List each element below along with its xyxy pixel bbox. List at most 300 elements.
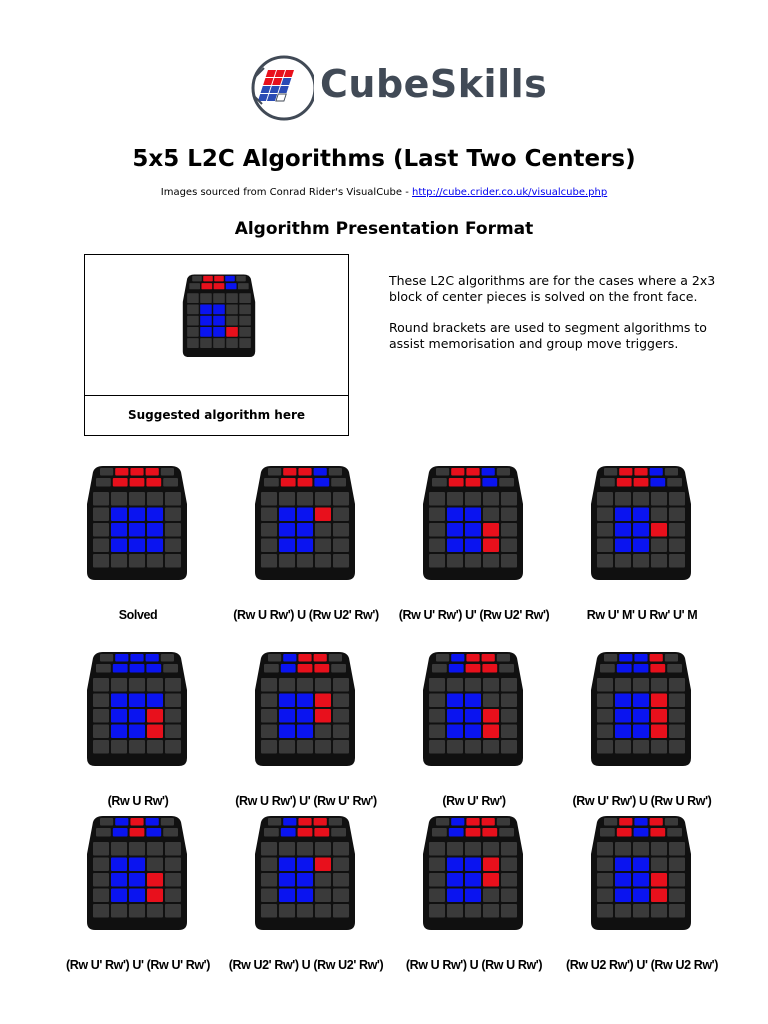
top-sticker xyxy=(466,468,479,476)
front-sticker xyxy=(447,873,463,887)
top-sticker xyxy=(466,664,481,673)
front-sticker xyxy=(297,554,313,568)
front-sticker xyxy=(129,873,145,887)
top-sticker xyxy=(96,828,111,837)
top-sticker xyxy=(482,654,495,662)
case-algorithm-label: (Rw U Rw') xyxy=(107,794,169,808)
front-sticker xyxy=(93,678,109,692)
front-sticker xyxy=(501,492,517,506)
top-sticker xyxy=(329,468,342,476)
front-sticker xyxy=(429,889,445,903)
top-sticker xyxy=(115,818,128,826)
top-sticker xyxy=(115,468,128,476)
front-sticker xyxy=(447,904,463,918)
front-sticker xyxy=(465,709,481,723)
front-sticker xyxy=(239,305,251,315)
front-sticker xyxy=(651,523,667,537)
front-sticker xyxy=(147,858,163,872)
front-sticker xyxy=(465,694,481,708)
front-sticker xyxy=(333,709,349,723)
top-sticker xyxy=(482,468,495,476)
front-sticker xyxy=(501,873,517,887)
visualcube-link[interactable]: http://cube.crider.co.uk/visualcube.php xyxy=(411,187,608,198)
front-sticker xyxy=(597,740,613,754)
case-cube-image xyxy=(247,650,363,770)
front-sticker xyxy=(447,740,463,754)
format-caption: Suggested algorithm here xyxy=(127,408,306,422)
front-sticker xyxy=(447,678,463,692)
front-sticker xyxy=(651,858,667,872)
front-sticker xyxy=(93,508,109,522)
front-sticker xyxy=(261,694,277,708)
case-algorithm-label: (Rw U' Rw') U' (Rw U' Rw') xyxy=(65,958,211,972)
top-sticker xyxy=(436,654,449,662)
top-sticker xyxy=(329,654,342,662)
top-sticker xyxy=(130,818,143,826)
front-sticker xyxy=(315,740,331,754)
front-sticker xyxy=(615,858,631,872)
front-sticker xyxy=(93,709,109,723)
front-sticker xyxy=(651,678,667,692)
case-cube-image xyxy=(415,650,531,770)
front-sticker xyxy=(147,709,163,723)
front-sticker xyxy=(633,508,649,522)
front-sticker xyxy=(651,740,667,754)
top-sticker xyxy=(281,828,296,837)
top-sticker xyxy=(634,664,649,673)
front-sticker xyxy=(615,523,631,537)
case-algorithm-label: (Rw U Rw') U (Rw U Rw') xyxy=(405,958,543,972)
top-sticker xyxy=(298,818,311,826)
logo-text: CubeSkills xyxy=(320,62,548,106)
front-sticker xyxy=(129,725,145,739)
front-sticker xyxy=(226,338,238,348)
front-sticker xyxy=(333,858,349,872)
front-sticker xyxy=(239,327,251,337)
top-sticker xyxy=(113,478,128,487)
front-sticker xyxy=(147,842,163,856)
case-algorithm-label: (Rw U Rw') U (Rw U2' Rw') xyxy=(233,608,379,622)
top-sticker xyxy=(436,468,449,476)
top-sticker xyxy=(449,828,464,837)
front-sticker xyxy=(129,508,145,522)
front-sticker xyxy=(93,889,109,903)
case-cube-image xyxy=(583,814,699,934)
top-sticker xyxy=(600,828,615,837)
front-sticker xyxy=(226,293,238,303)
front-sticker xyxy=(147,873,163,887)
top-sticker xyxy=(650,664,665,673)
front-sticker xyxy=(111,740,127,754)
top-sticker xyxy=(314,818,327,826)
front-sticker xyxy=(165,873,181,887)
top-sticker xyxy=(130,654,143,662)
front-sticker xyxy=(187,305,199,315)
top-sticker xyxy=(146,828,161,837)
front-sticker xyxy=(597,508,613,522)
front-sticker xyxy=(93,523,109,537)
front-sticker xyxy=(165,858,181,872)
top-sticker xyxy=(115,654,128,662)
format-description xyxy=(389,273,719,367)
front-sticker xyxy=(279,842,295,856)
front-sticker xyxy=(429,678,445,692)
top-sticker xyxy=(604,468,617,476)
top-sticker xyxy=(650,828,665,837)
front-sticker xyxy=(633,842,649,856)
front-sticker xyxy=(501,539,517,553)
front-sticker xyxy=(501,858,517,872)
front-sticker xyxy=(333,889,349,903)
front-sticker xyxy=(483,492,499,506)
front-sticker xyxy=(333,523,349,537)
front-sticker xyxy=(483,709,499,723)
front-sticker xyxy=(447,492,463,506)
front-sticker xyxy=(633,678,649,692)
top-sticker xyxy=(283,654,296,662)
front-sticker xyxy=(297,709,313,723)
top-sticker xyxy=(451,818,464,826)
front-sticker xyxy=(615,678,631,692)
top-sticker xyxy=(268,654,281,662)
top-sticker xyxy=(161,654,174,662)
top-sticker xyxy=(298,654,311,662)
front-sticker xyxy=(429,539,445,553)
front-sticker xyxy=(429,523,445,537)
front-sticker xyxy=(111,694,127,708)
top-sticker xyxy=(665,654,678,662)
front-sticker xyxy=(111,492,127,506)
front-sticker xyxy=(429,740,445,754)
front-sticker xyxy=(597,492,613,506)
front-sticker xyxy=(147,508,163,522)
top-sticker xyxy=(268,818,281,826)
front-sticker xyxy=(465,554,481,568)
front-sticker xyxy=(111,889,127,903)
front-sticker xyxy=(633,554,649,568)
top-sticker xyxy=(650,478,665,487)
front-sticker xyxy=(111,873,127,887)
front-sticker xyxy=(200,327,212,337)
front-sticker xyxy=(279,694,295,708)
top-sticker xyxy=(130,478,145,487)
top-sticker xyxy=(482,828,497,837)
front-sticker xyxy=(213,327,225,337)
top-sticker xyxy=(432,828,447,837)
front-sticker xyxy=(429,508,445,522)
front-sticker xyxy=(333,508,349,522)
front-sticker xyxy=(279,508,295,522)
front-sticker xyxy=(483,554,499,568)
front-sticker xyxy=(279,873,295,887)
top-sticker xyxy=(499,664,514,673)
top-sticker xyxy=(497,654,510,662)
top-sticker xyxy=(314,468,327,476)
front-sticker xyxy=(651,709,667,723)
top-sticker xyxy=(482,478,497,487)
front-sticker xyxy=(501,554,517,568)
front-sticker xyxy=(669,539,685,553)
front-sticker xyxy=(615,539,631,553)
front-sticker xyxy=(333,554,349,568)
front-sticker xyxy=(315,725,331,739)
front-sticker xyxy=(597,873,613,887)
front-sticker xyxy=(501,694,517,708)
front-sticker xyxy=(501,740,517,754)
front-sticker xyxy=(465,904,481,918)
front-sticker xyxy=(93,554,109,568)
top-sticker xyxy=(466,478,481,487)
front-sticker xyxy=(669,725,685,739)
front-sticker xyxy=(483,694,499,708)
front-sticker xyxy=(615,554,631,568)
top-sticker xyxy=(146,468,159,476)
front-sticker xyxy=(239,316,251,326)
top-sticker xyxy=(436,818,449,826)
top-sticker xyxy=(214,276,224,281)
top-sticker xyxy=(600,478,615,487)
front-sticker xyxy=(501,889,517,903)
front-sticker xyxy=(465,725,481,739)
format-example-image xyxy=(85,255,348,396)
top-sticker xyxy=(130,664,145,673)
front-sticker xyxy=(111,539,127,553)
front-sticker xyxy=(597,554,613,568)
front-sticker xyxy=(333,539,349,553)
top-sticker xyxy=(264,478,279,487)
front-sticker xyxy=(651,842,667,856)
front-sticker xyxy=(93,539,109,553)
front-sticker xyxy=(483,842,499,856)
top-sticker xyxy=(466,654,479,662)
front-sticker xyxy=(165,740,181,754)
top-sticker xyxy=(619,818,632,826)
front-sticker xyxy=(261,740,277,754)
front-sticker xyxy=(501,709,517,723)
top-sticker xyxy=(146,478,161,487)
front-sticker xyxy=(165,725,181,739)
case-cube-image xyxy=(79,650,195,770)
front-sticker xyxy=(633,694,649,708)
front-sticker xyxy=(93,725,109,739)
front-sticker xyxy=(279,889,295,903)
front-sticker xyxy=(633,904,649,918)
front-sticker xyxy=(597,904,613,918)
front-sticker xyxy=(615,904,631,918)
front-sticker xyxy=(597,523,613,537)
top-sticker xyxy=(650,654,663,662)
front-sticker xyxy=(200,338,212,348)
front-sticker xyxy=(279,725,295,739)
front-sticker xyxy=(239,338,251,348)
front-sticker xyxy=(147,678,163,692)
top-sticker xyxy=(264,664,279,673)
front-sticker xyxy=(261,508,277,522)
front-sticker xyxy=(315,709,331,723)
front-sticker xyxy=(669,694,685,708)
front-sticker xyxy=(447,523,463,537)
front-sticker xyxy=(669,508,685,522)
top-sticker xyxy=(449,664,464,673)
front-sticker xyxy=(669,709,685,723)
front-sticker xyxy=(333,694,349,708)
page-title: 5x5 L2C Algorithms (Last Two Centers) xyxy=(132,146,636,172)
front-sticker xyxy=(465,678,481,692)
front-sticker xyxy=(93,842,109,856)
case-cube-image xyxy=(79,814,195,934)
top-sticker xyxy=(281,664,296,673)
front-sticker xyxy=(633,709,649,723)
front-sticker xyxy=(129,492,145,506)
top-sticker xyxy=(604,818,617,826)
case-cube-image xyxy=(79,464,195,584)
front-sticker xyxy=(279,539,295,553)
front-sticker xyxy=(297,678,313,692)
front-sticker xyxy=(315,694,331,708)
top-sticker xyxy=(314,654,327,662)
front-sticker xyxy=(333,725,349,739)
front-sticker xyxy=(111,523,127,537)
front-sticker xyxy=(615,492,631,506)
format-example-box xyxy=(84,254,349,436)
front-sticker xyxy=(633,539,649,553)
front-sticker xyxy=(297,842,313,856)
front-sticker xyxy=(226,305,238,315)
front-sticker xyxy=(333,873,349,887)
top-sticker xyxy=(161,818,174,826)
front-sticker xyxy=(279,740,295,754)
top-sticker xyxy=(451,654,464,662)
front-sticker xyxy=(297,889,313,903)
front-sticker xyxy=(213,316,225,326)
front-sticker xyxy=(187,338,199,348)
front-sticker xyxy=(597,858,613,872)
case-algorithm-label: Rw U' M' U Rw' U' M xyxy=(586,608,698,622)
front-sticker xyxy=(483,889,499,903)
front-sticker xyxy=(615,740,631,754)
front-sticker xyxy=(429,709,445,723)
front-sticker xyxy=(261,904,277,918)
front-sticker xyxy=(187,316,199,326)
front-sticker xyxy=(297,740,313,754)
front-sticker xyxy=(597,694,613,708)
top-sticker xyxy=(146,654,159,662)
front-sticker xyxy=(93,740,109,754)
top-sticker xyxy=(667,478,682,487)
front-sticker xyxy=(129,554,145,568)
front-sticker xyxy=(429,842,445,856)
front-sticker xyxy=(483,539,499,553)
front-sticker xyxy=(651,889,667,903)
front-sticker xyxy=(297,725,313,739)
front-sticker xyxy=(483,725,499,739)
top-sticker xyxy=(665,818,678,826)
front-sticker xyxy=(483,904,499,918)
top-sticker xyxy=(130,468,143,476)
front-sticker xyxy=(633,889,649,903)
front-sticker xyxy=(333,740,349,754)
front-sticker xyxy=(297,492,313,506)
front-sticker xyxy=(501,725,517,739)
top-sticker xyxy=(650,818,663,826)
front-sticker xyxy=(279,678,295,692)
logo-cube-icon xyxy=(250,48,314,128)
description-paragraph-1: These L2C algorithms are for the cases where a 2x3 block of center pieces is solved on the front face. xyxy=(389,273,716,304)
top-sticker xyxy=(665,468,678,476)
front-sticker xyxy=(483,508,499,522)
front-sticker xyxy=(315,889,331,903)
top-sticker xyxy=(634,468,647,476)
top-sticker xyxy=(214,283,225,289)
front-sticker xyxy=(447,554,463,568)
front-sticker xyxy=(261,725,277,739)
front-sticker xyxy=(93,858,109,872)
top-sticker xyxy=(314,828,329,837)
top-sticker xyxy=(432,478,447,487)
front-sticker xyxy=(465,539,481,553)
top-sticker xyxy=(283,818,296,826)
front-sticker xyxy=(200,305,212,315)
front-sticker xyxy=(669,904,685,918)
front-sticker xyxy=(297,508,313,522)
front-sticker xyxy=(261,492,277,506)
front-sticker xyxy=(465,842,481,856)
front-sticker xyxy=(279,709,295,723)
top-sticker xyxy=(331,664,346,673)
front-sticker xyxy=(447,508,463,522)
front-sticker xyxy=(315,508,331,522)
front-sticker xyxy=(597,709,613,723)
front-sticker xyxy=(669,523,685,537)
top-sticker xyxy=(600,664,615,673)
front-sticker xyxy=(226,327,238,337)
front-sticker xyxy=(111,904,127,918)
case-algorithm-label: (Rw U2 Rw') U' (Rw U2 Rw') xyxy=(566,958,718,972)
case-cube-image xyxy=(583,464,699,584)
front-sticker xyxy=(279,858,295,872)
top-sticker xyxy=(331,478,346,487)
front-sticker xyxy=(651,694,667,708)
front-sticker xyxy=(315,904,331,918)
front-sticker xyxy=(261,678,277,692)
top-sticker xyxy=(617,478,632,487)
front-sticker xyxy=(669,492,685,506)
front-sticker xyxy=(669,889,685,903)
front-sticker xyxy=(501,508,517,522)
algorithm-case xyxy=(552,814,732,984)
front-sticker xyxy=(651,539,667,553)
front-sticker xyxy=(165,554,181,568)
front-sticker xyxy=(669,554,685,568)
top-sticker xyxy=(499,478,514,487)
top-sticker xyxy=(163,664,178,673)
top-sticker xyxy=(499,828,514,837)
front-sticker xyxy=(483,873,499,887)
front-sticker xyxy=(333,904,349,918)
front-sticker xyxy=(297,873,313,887)
front-sticker xyxy=(669,678,685,692)
top-sticker xyxy=(634,818,647,826)
top-sticker xyxy=(203,276,213,281)
front-sticker xyxy=(669,740,685,754)
top-sticker xyxy=(449,478,464,487)
front-sticker xyxy=(279,523,295,537)
front-sticker xyxy=(669,858,685,872)
front-sticker xyxy=(111,858,127,872)
front-sticker xyxy=(633,740,649,754)
front-sticker xyxy=(297,904,313,918)
front-sticker xyxy=(261,889,277,903)
